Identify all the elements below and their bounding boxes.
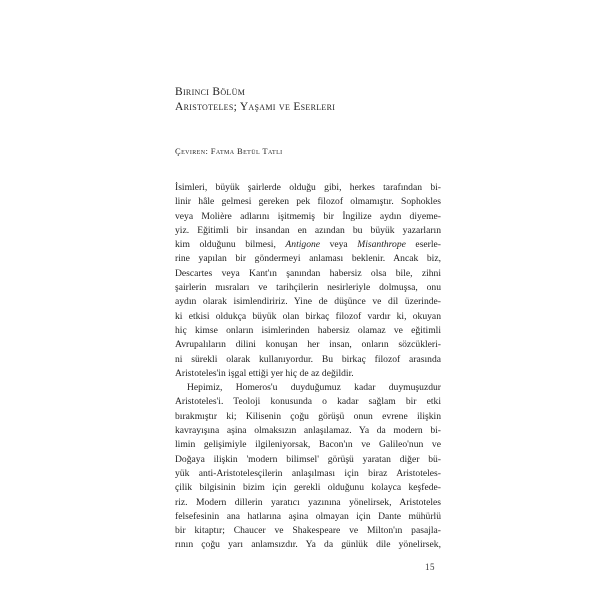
- text-line: ki etkisi oldukça büyük olan birkaç filozof vardır ki, okuyan: [175, 310, 441, 322]
- text-line: riz. Modern dillerin yaratıcı yazınına yönelirsek, Aristoteles: [175, 496, 441, 508]
- text-line: limin gelişimiyle ilgileniyorsak, Bacon'ın ve Galileo'nun ve: [175, 439, 441, 451]
- text-line: bırakmıştır ki; Kilisenin çoğu görüşü onun evrene ilişkin: [175, 410, 441, 422]
- text-line: bir kitaptır; Chaucer ve Shakespeare ve Milton'ın pasajla-: [175, 525, 441, 537]
- text-line: felsefesinin ana hatlarına aşina olmayan için Dante mühürlü: [175, 510, 441, 522]
- text-line: linir hâle gelmesi gereken pek filozof olmamıştır. Sophokles: [175, 196, 441, 208]
- body-text: [175, 181, 441, 553]
- text-line: Avrupalıların dilini konuşan her insan, onların sözcükleri-: [175, 339, 441, 351]
- text-line: şairlerin mısraları ve tarihçilerin nesirleriyle dolmuşsa, onu: [175, 282, 441, 294]
- text-line: Aristoteles'i. Teoloji konusunda o kadar sağlam bir etki: [175, 396, 441, 408]
- text-line: kim olduğunu bilmesi, Antigone veya Misanthrope eserle-: [175, 239, 441, 251]
- text-line: Descartes veya Kant'ın şanından habersiz olsa bile, zihni: [175, 267, 441, 279]
- text-line: kavrayışına aşina olmaksızın anlaşılamaz. Ya da modern bi-: [175, 425, 441, 437]
- text-line: aydın olarak isimlendiririz. Yine de düşünce ve dil üzerinde-: [175, 296, 441, 308]
- paragraph-container: [175, 181, 441, 553]
- text-line: Aristoteles'in işgal ettiği yer hiç de az değildir.: [175, 367, 354, 379]
- text-line: ni sürekli olarak kullanıyordur. Bu birkaç filozof arasında: [175, 353, 441, 365]
- text-line: veya Molière adlarını işitmemiş bir İngilize aydın diyeme-: [175, 210, 441, 222]
- chapter-label: Birinci Bölüm: [175, 86, 246, 98]
- text-line: çilik bilgisinin bizim için gerekli olduğunu kolayca keşfede-: [175, 482, 441, 494]
- chapter-title: Aristoteles; Yaşamı ve Eserleri: [175, 101, 336, 113]
- text-line: İsimleri, büyük şairlerde olduğu gibi, herkes tarafından bi-: [175, 182, 441, 193]
- text-line: hiç kimse onların isimlerinden habersiz olamaz ve eğitimli: [175, 324, 441, 336]
- text-line: Hepimiz, Homeros'u duyduğumuz kadar duymuşuzdur: [187, 382, 441, 394]
- text-line: Doğaya ilişkin 'modern bilimsel' görüşü yaratan diğer bü-: [175, 453, 441, 465]
- text-line: rine yapılan bir göndermeyi anlaması beklenir. Ancak biz,: [175, 253, 441, 265]
- text-line: rının çoğu yarı anlamsızdır. Ya da günlük dile yönelirsek,: [175, 539, 441, 551]
- text-line: yiz. Eğitimli bir insandan en azından bu büyük yazarların: [175, 224, 441, 236]
- page-number: 15: [425, 562, 435, 572]
- text-line: yük anti-Aristotelesçilerin anlaşılması için biraz Aristoteles-: [175, 467, 441, 479]
- translator-credit: Çeviren: Fatma Betül Tatlı: [175, 146, 283, 156]
